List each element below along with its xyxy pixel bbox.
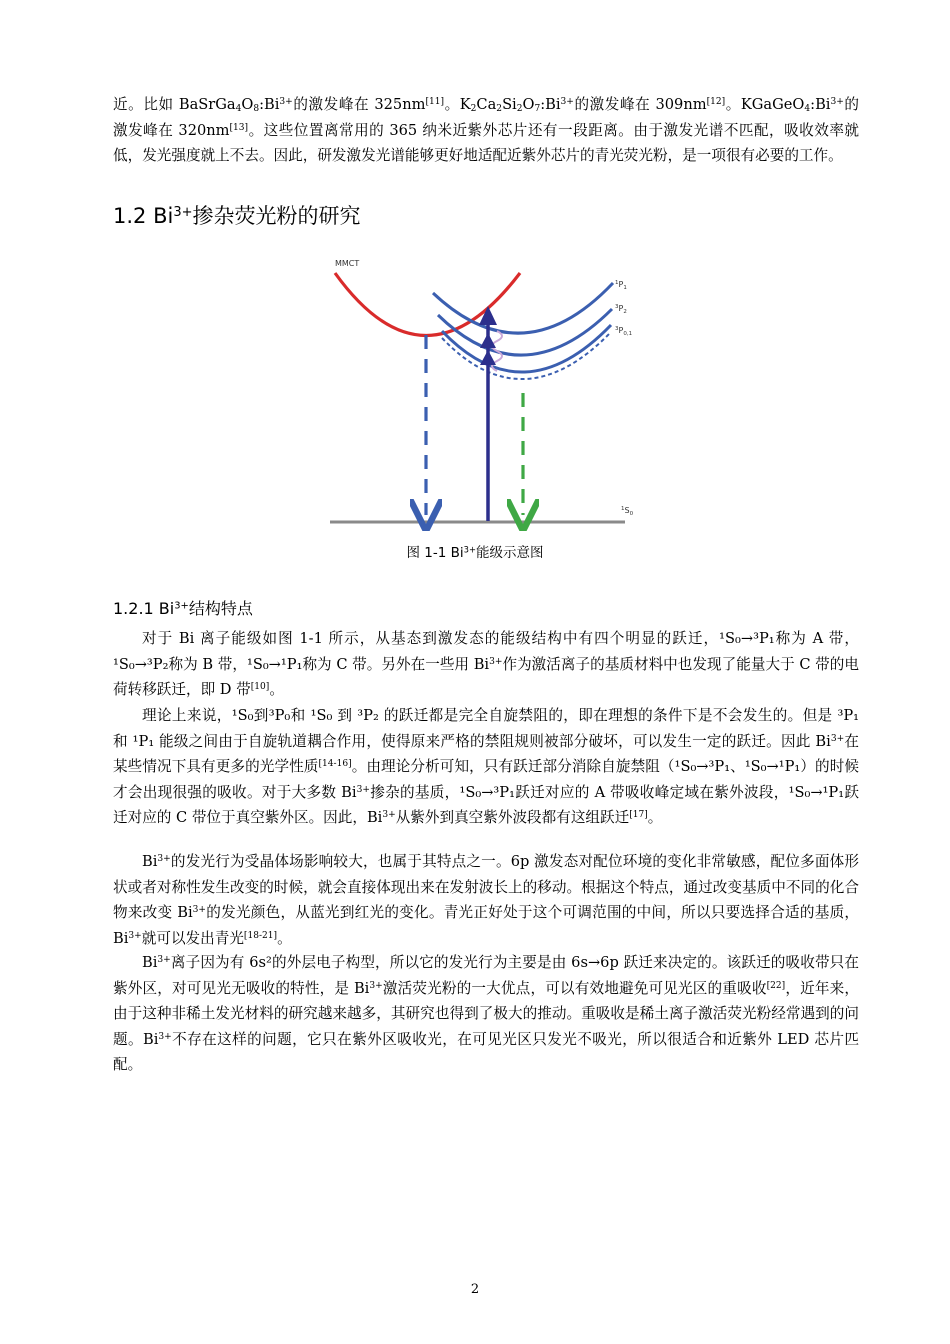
body-paragraph-3: $Bi^{3+}$的发光行为受晶体场影响较大，也属于其特点之一。6p 激发态对配位环境的变化非常敏感，配位多面体形状或者对称性发生改变的时候，就会直接体现出来在发射波长上的移动。根据这个特点，通过改变基质中不同的化合物来改变 $Bi^{3+}$的发光颜色，从蓝光到红光的变化。青光正好处于这个可调范围的中间，所以只要选择合适的基质，$Bi^{3+}$就可以发出青光[18-21]。 [113, 853, 860, 947]
body-paragraph-4: $Bi^{3+}$离子因为有 6s²的外层电子构型，所以它的发光行为主要是由 6s→6p 跃迁来决定的。该跃迁的吸收带只在紫外区，对可见光无吸收的特性，是 $Bi^{3+}$激活荧光粉的一大优点，可以有效地避免可见光区的重吸收[22]，近年来，由于这种非稀土发光材料的研究越来越多，其研究也得到了极大的推动。重吸收是稀土离子激活荧光粉经常遇到的问题。$Bi^{3+}$不存在这样的问题，它只在紫外区吸收光，在可见光区只发光不吸光，所以很适合和近紫外 LED 芯片匹配。 [113, 954, 859, 1074]
mmct-label: MMCT [335, 259, 360, 268]
absorption-arrow-head-2 [480, 333, 496, 348]
body-paragraph-1: 对于 Bi 离子能级如图 1-1 所示，从基态到激发态的能级结构中有四个明显的跃迁，¹S₀→³P₁称为 A 带，¹S₀→³P₂称为 B 带，¹S₀→¹P₁称为 C 带。另外在一些用 $Bi^{3+}$作为激活离子的基质材料中也发现了能量大于 C 带的电荷转移跃迁，即 D 带[10]。 [113, 630, 859, 699]
intro-paragraph: 近。比如 $BaSrGa_4O_8:Bi^{3+}$的激发峰在 325nm[11]。$K_2Ca_2Si_2O_7:Bi^{3+}$的激发峰在 309nm[12]。$KGaGeO_4:Bi^{3+}$的激发峰在 320nm[13]。这些位置离常用的 365 纳米近紫外芯片还有一段距离。由于激发光谱不匹配，吸收效率就低，发光强度就上不去。因此，研发激发光谱能够更好地适配近紫外芯片的青光荧光粉，是一项很有必要的工作。 [113, 96, 860, 165]
1s0-label: $^1S_0$ [621, 506, 634, 517]
3p2-label: $^3P_2$ [615, 304, 627, 315]
figure-caption: 图 1-1 $Bi^{3+}$能级示意图 [406, 544, 544, 561]
body-paragraph-2: 理论上来说，¹S₀到³P₀和 ¹S₀ 到 ³P₂ 的跃迁都是完全自旋禁阻的，即在理想的条件下是不会发生的。但是 ³P₁ 和 ¹P₁ 能级之间由于自旋轨道耦合作用，使得原来严格的禁阻规则被部分破坏，可以发生一定的跃迁。因此 $Bi^{3+}$在某些情况下具有更多的光学性质[14-16]。由理论分析可知，只有跃迁部分消除自旋禁阻（¹S₀→³P₁、¹S₀→¹P₁）的时候才会出现很强的吸收。对于大多数 $Bi^{3+}$掺杂的基质，¹S₀→³P₁跃迁对应的 A 带吸收峰定域在紫外波段，¹S₀→¹P₁跃迁对应的 C 带位于真空紫外区。因此，$Bi^{3+}$从紫外到真空紫外波段都有这组跃迁[17]。 [113, 707, 860, 827]
section-heading-1-2: 1.2 $Bi^{3+}$掺杂荧光粉的研究 [113, 204, 361, 228]
page-number: 2 [470, 1282, 480, 1297]
1p1-label: $^1P_1$ [615, 280, 627, 291]
absorption-arrow-head [479, 306, 497, 325]
bi-energy-level-diagram [325, 253, 660, 533]
3p01-label: $^3P_{0,1}$ [615, 326, 633, 337]
mmct-curve [335, 273, 520, 336]
section-heading-1-2-1: 1.2.1 $Bi^{3+}$结构特点 [113, 599, 253, 618]
